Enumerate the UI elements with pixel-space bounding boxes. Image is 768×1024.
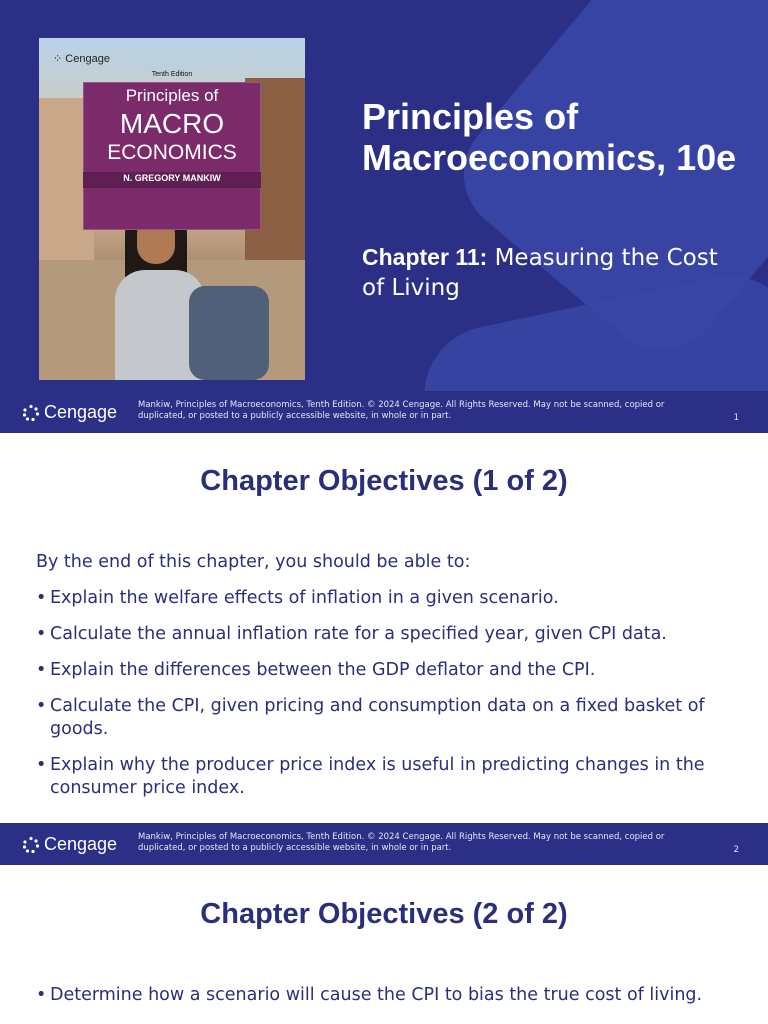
- objectives-list: [36, 984, 736, 1020]
- cover-author: N. GREGORY MANKIW: [123, 173, 221, 183]
- cengage-logo: Cengage: [22, 402, 117, 423]
- cengage-logo-icon: [22, 836, 40, 854]
- cengage-logo-icon: [22, 404, 40, 422]
- book-cover: [39, 38, 305, 380]
- slide-title: Chapter Objectives (2 of 2): [200, 898, 568, 930]
- cover-edition: Tenth Edition: [151, 71, 193, 78]
- cover-title-line: MACRO: [119, 108, 225, 139]
- cover-brand: ⁘ Cengage: [53, 53, 110, 65]
- slide-title: Chapter Objectives (1 of 2): [200, 465, 568, 497]
- chapter-label: Chapter 11:: [362, 244, 488, 270]
- cover-photo-backpack: [189, 286, 269, 380]
- list-item: • Explain the differences between the GDP deflator and the CPI.: [36, 659, 736, 682]
- list-item: • Calculate the CPI, given pricing and consumption data on a fixed basket of goods.: [36, 695, 736, 741]
- title-slide: [0, 0, 768, 433]
- slide-footer: [0, 823, 768, 865]
- list-item: • Explain why the producer price index is useful in predicting changes in the consumer price index.: [36, 754, 736, 800]
- page-number: 1: [733, 413, 739, 423]
- list-item: • Explain the welfare effects of inflation in a given scenario.: [36, 587, 736, 610]
- list-item: • Determine how a scenario will cause the CPI to bias the true cost of living.: [36, 984, 736, 1007]
- objectives-intro: By the end of this chapter, you should be able to:: [36, 552, 471, 572]
- cover-title-line: Principles of: [125, 86, 219, 105]
- chapter-name: Measuring the Cost of Living: [362, 245, 718, 301]
- slide-footer: [0, 391, 768, 433]
- cover-title-line: ECONOMICS: [107, 141, 237, 164]
- list-item: • Calculate the annual inflation rate for a specified year, given CPI data.: [36, 623, 736, 646]
- page-number: 2: [733, 845, 739, 855]
- cengage-logo: Cengage: [22, 834, 117, 855]
- copyright-notice: Mankiw, Principles of Macroeconomics, Tenth Edition. © 2024 Cengage. All Rights Reserved. May not be scanned, copied or duplicated, or posted to a publicly accessible website, in whole or in part.: [138, 832, 665, 853]
- cengage-logo-icon: ⁘: [53, 53, 63, 65]
- slide-title: Principles of Macroeconomics, 10e: [362, 96, 737, 178]
- chapter-subtitle: [362, 242, 742, 303]
- copyright-notice: Mankiw, Principles of Macroeconomics, Tenth Edition. © 2024 Cengage. All Rights Reserved. May not be scanned, copied or duplicated, or posted to a publicly accessible website, in whole or in part.: [138, 400, 665, 421]
- objectives-list: [36, 587, 736, 813]
